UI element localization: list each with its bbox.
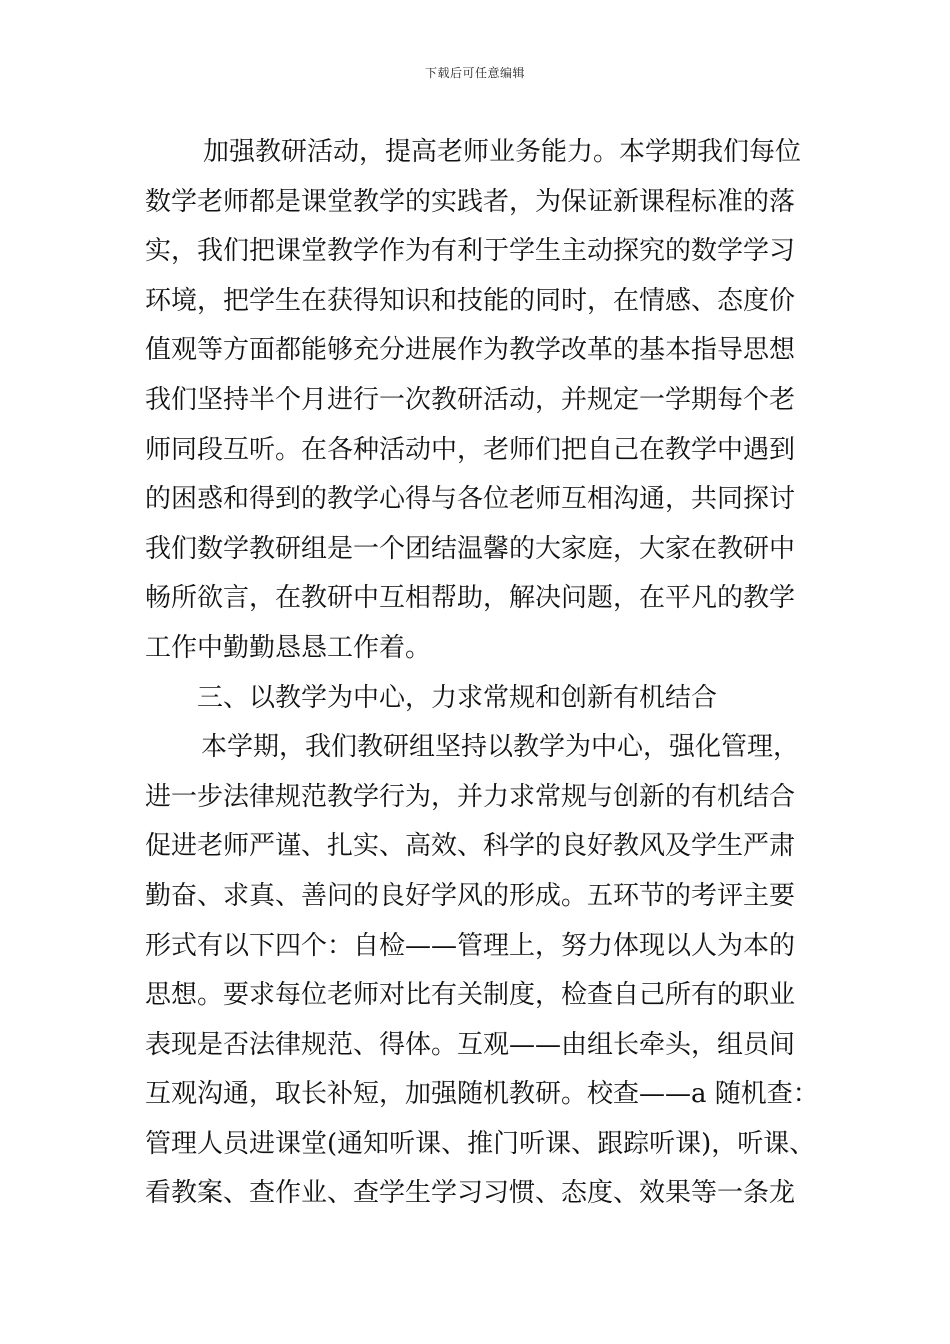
text-line: 畅所欲言，在教研中互相帮助，解决问题，在平凡的教学 xyxy=(145,583,796,614)
text-line: 我们数学教研组是一个团结温馨的大家庭，大家在教研中 xyxy=(145,533,796,564)
text-line: 数学老师都是课堂教学的实践者，为保证新课程标准的落 xyxy=(145,186,796,217)
text-line: 值观等方面都能够充分进展作为教学改革的基本指导思想 xyxy=(145,335,796,366)
document-body xyxy=(145,128,835,1219)
text-line: 本学期，我们教研组坚持以教学为中心，强化管理， xyxy=(201,732,800,763)
section-heading: 三、以教学为中心，力求常规和创新有机结合 xyxy=(197,682,718,713)
text-line: 管理人员进课堂(通知听课、推门听课、跟踪听课)，听课、 xyxy=(145,1128,816,1159)
text-line: 的困惑和得到的教学心得与各位老师互相沟通，共同探讨 xyxy=(145,484,796,515)
text-line: 实，我们把课堂教学作为有利于学生主动探究的数学学习 xyxy=(145,236,796,267)
text-line: 互观沟通，取长补短，加强随机教研。校查——a 随机查： xyxy=(145,1079,819,1110)
page-header-note: 下载后可任意编辑 xyxy=(424,66,525,80)
text-line: 加强教研活动，提高老师业务能力。本学期我们每位 xyxy=(203,137,802,167)
text-line: 促进老师严谨、扎实、高效、科学的良好教风及学生严肃 xyxy=(145,831,796,862)
text-line: 看教案、查作业、查学生学习习惯、态度、效果等一条龙 xyxy=(145,1178,796,1209)
text-line: 师同段互听。在各种活动中，老师们把自己在教学中遇到 xyxy=(145,434,796,465)
text-line: 勤奋、求真、善问的良好学风的形成。五环节的考评主要 xyxy=(145,880,796,911)
text-line: 进一步法律规范教学行为，并力求常规与创新的有机结合 xyxy=(145,781,796,812)
text-line: 思想。要求每位老师对比有关制度，检查自己所有的职业 xyxy=(145,980,796,1011)
text-line: 环境，把学生在获得知识和技能的同时，在情感、态度价 xyxy=(145,285,796,316)
text-line: 形式有以下四个：自检——管理上，努力体现以人为本的 xyxy=(145,930,796,961)
text-line: 我们坚持半个月进行一次教研活动，并规定一学期每个老 xyxy=(145,384,796,415)
text-line: 工作中勤勤恳恳工作着。 xyxy=(145,632,432,663)
text-line: 表现是否法律规范、得体。互观——由组长牵头，组员间 xyxy=(145,1029,796,1060)
